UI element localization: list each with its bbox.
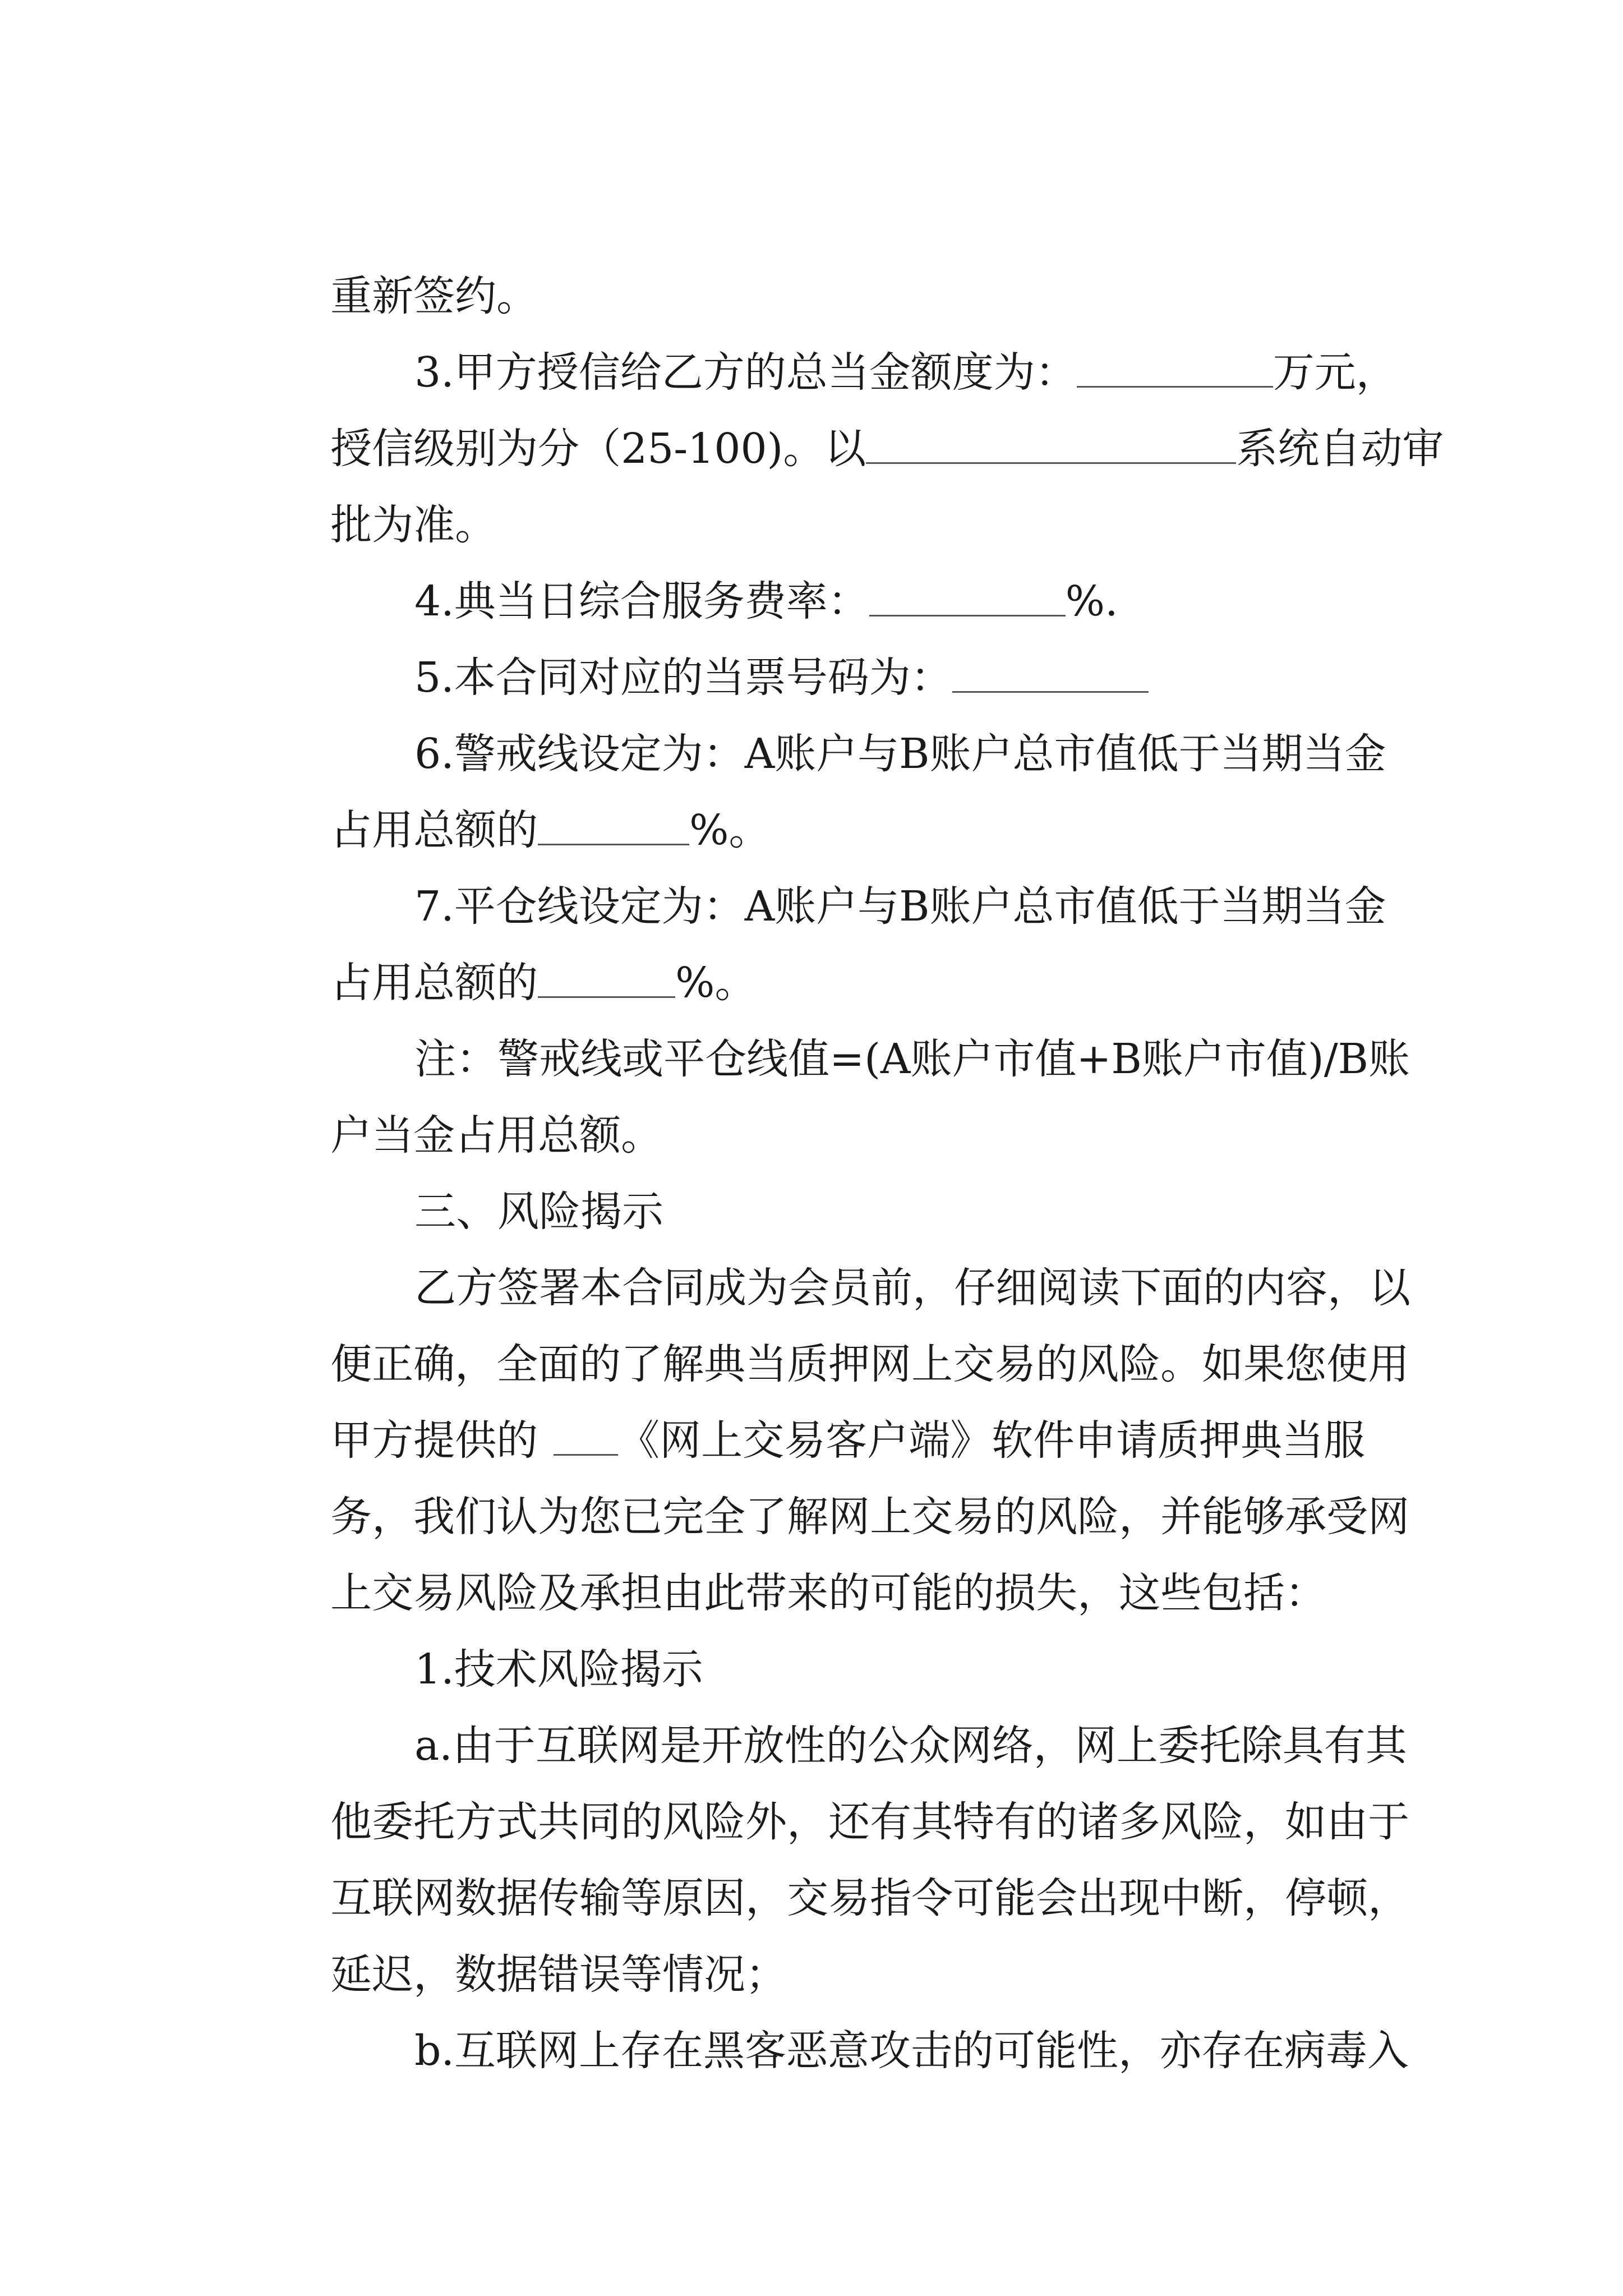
line-text: 务，我们认为您已完全了解网上交易的风险，并能够承受网 (330, 1493, 1410, 1541)
text-line (251, 441, 497, 549)
text-line (251, 1356, 1366, 1465)
line-text: %。 (675, 959, 757, 1007)
text-line (251, 212, 538, 320)
text-line (251, 746, 771, 854)
line-text: 占用总额的 (330, 806, 538, 854)
line-text: 乙方签署本合同成为会员前，仔细阅读下面的内容，以 (414, 1264, 1411, 1312)
clause-warning-line (335, 670, 1386, 778)
line-text: 互联网数据传输等原因，交易指令可能会出现中断，停顿， (330, 1874, 1410, 1922)
line-text: 延迟，数据错误等情况； (330, 1950, 787, 1999)
text-line (251, 1738, 1410, 1846)
text-line (251, 1051, 663, 1159)
line-text: a.由于互联网是开放性的公众网络，网上委托除具有其 (414, 1722, 1407, 1770)
text-line (251, 1509, 1327, 1617)
text-line (251, 1433, 1410, 1541)
text-line (251, 1280, 1410, 1388)
line-text: 批为准。 (330, 501, 497, 549)
text-line (335, 1662, 1407, 1770)
line-text: %. (1065, 577, 1118, 625)
text-line (251, 899, 757, 1007)
text-line (251, 1814, 1410, 1922)
line-text: 6.警戒线设定为：A账户与B账户总市值低于当期当金 (414, 730, 1386, 778)
line-text: 系统自动审 (1236, 425, 1444, 473)
line-text: 注：警戒线或平仓线值=(A账户市值+B账户市值)/B账 (414, 1035, 1410, 1083)
line-text: 三、风险揭示 (414, 1188, 664, 1236)
line-text: 《网上交易客户端》软件申请质押典当服 (618, 1416, 1366, 1465)
clause-credit-level-line (251, 365, 1444, 473)
line-text: 授信级别为分（25-100)。以 (330, 425, 866, 473)
line-text: 便正确，全面的了解典当质押网上交易的风险。如果您使用 (330, 1340, 1410, 1388)
clause-total-credit-line (335, 288, 1398, 397)
line-text: 1.技术风险揭示 (414, 1645, 703, 1694)
line-text: b.互联网上存在黑客恶意攻击的可能性，亦存在病毒入 (414, 2027, 1409, 2075)
line-text: 4.典当日综合服务费率： (414, 577, 869, 625)
line-text: 占用总额的 (330, 959, 538, 1007)
line-text: 重新签约。 (330, 272, 538, 320)
clause-ticket-number-line (335, 593, 1149, 702)
note-line (335, 975, 1410, 1083)
line-text: 上交易风险及承担由此带来的可能的损失，这些包括： (330, 1569, 1327, 1617)
clause-service-fee-line (335, 517, 1118, 625)
text-line (335, 1204, 1411, 1312)
section-heading (335, 1128, 664, 1236)
line-text: 户当金占用总额。 (330, 1111, 663, 1159)
line-text: %。 (689, 806, 771, 854)
subsection-heading (335, 1585, 703, 1694)
line-text: 5.本合同对应的当票号码为： (414, 654, 952, 702)
clause-liquidation-line (335, 822, 1386, 931)
text-line (251, 1890, 787, 1999)
line-text: 7.平仓线设定为：A账户与B账户总市值低于当期当金 (414, 882, 1386, 931)
line-text: 万元， (1272, 348, 1398, 397)
system-name-blank (866, 425, 1236, 464)
text-line (335, 1967, 1409, 2075)
line-text: 3.甲方授信给乙方的总当金额度为： (414, 348, 1077, 397)
line-text: 他委托方式共同的风险外，还有其特有的诸多风险，如由于 (330, 1798, 1410, 1846)
line-text: 甲方提供的 (330, 1416, 538, 1465)
